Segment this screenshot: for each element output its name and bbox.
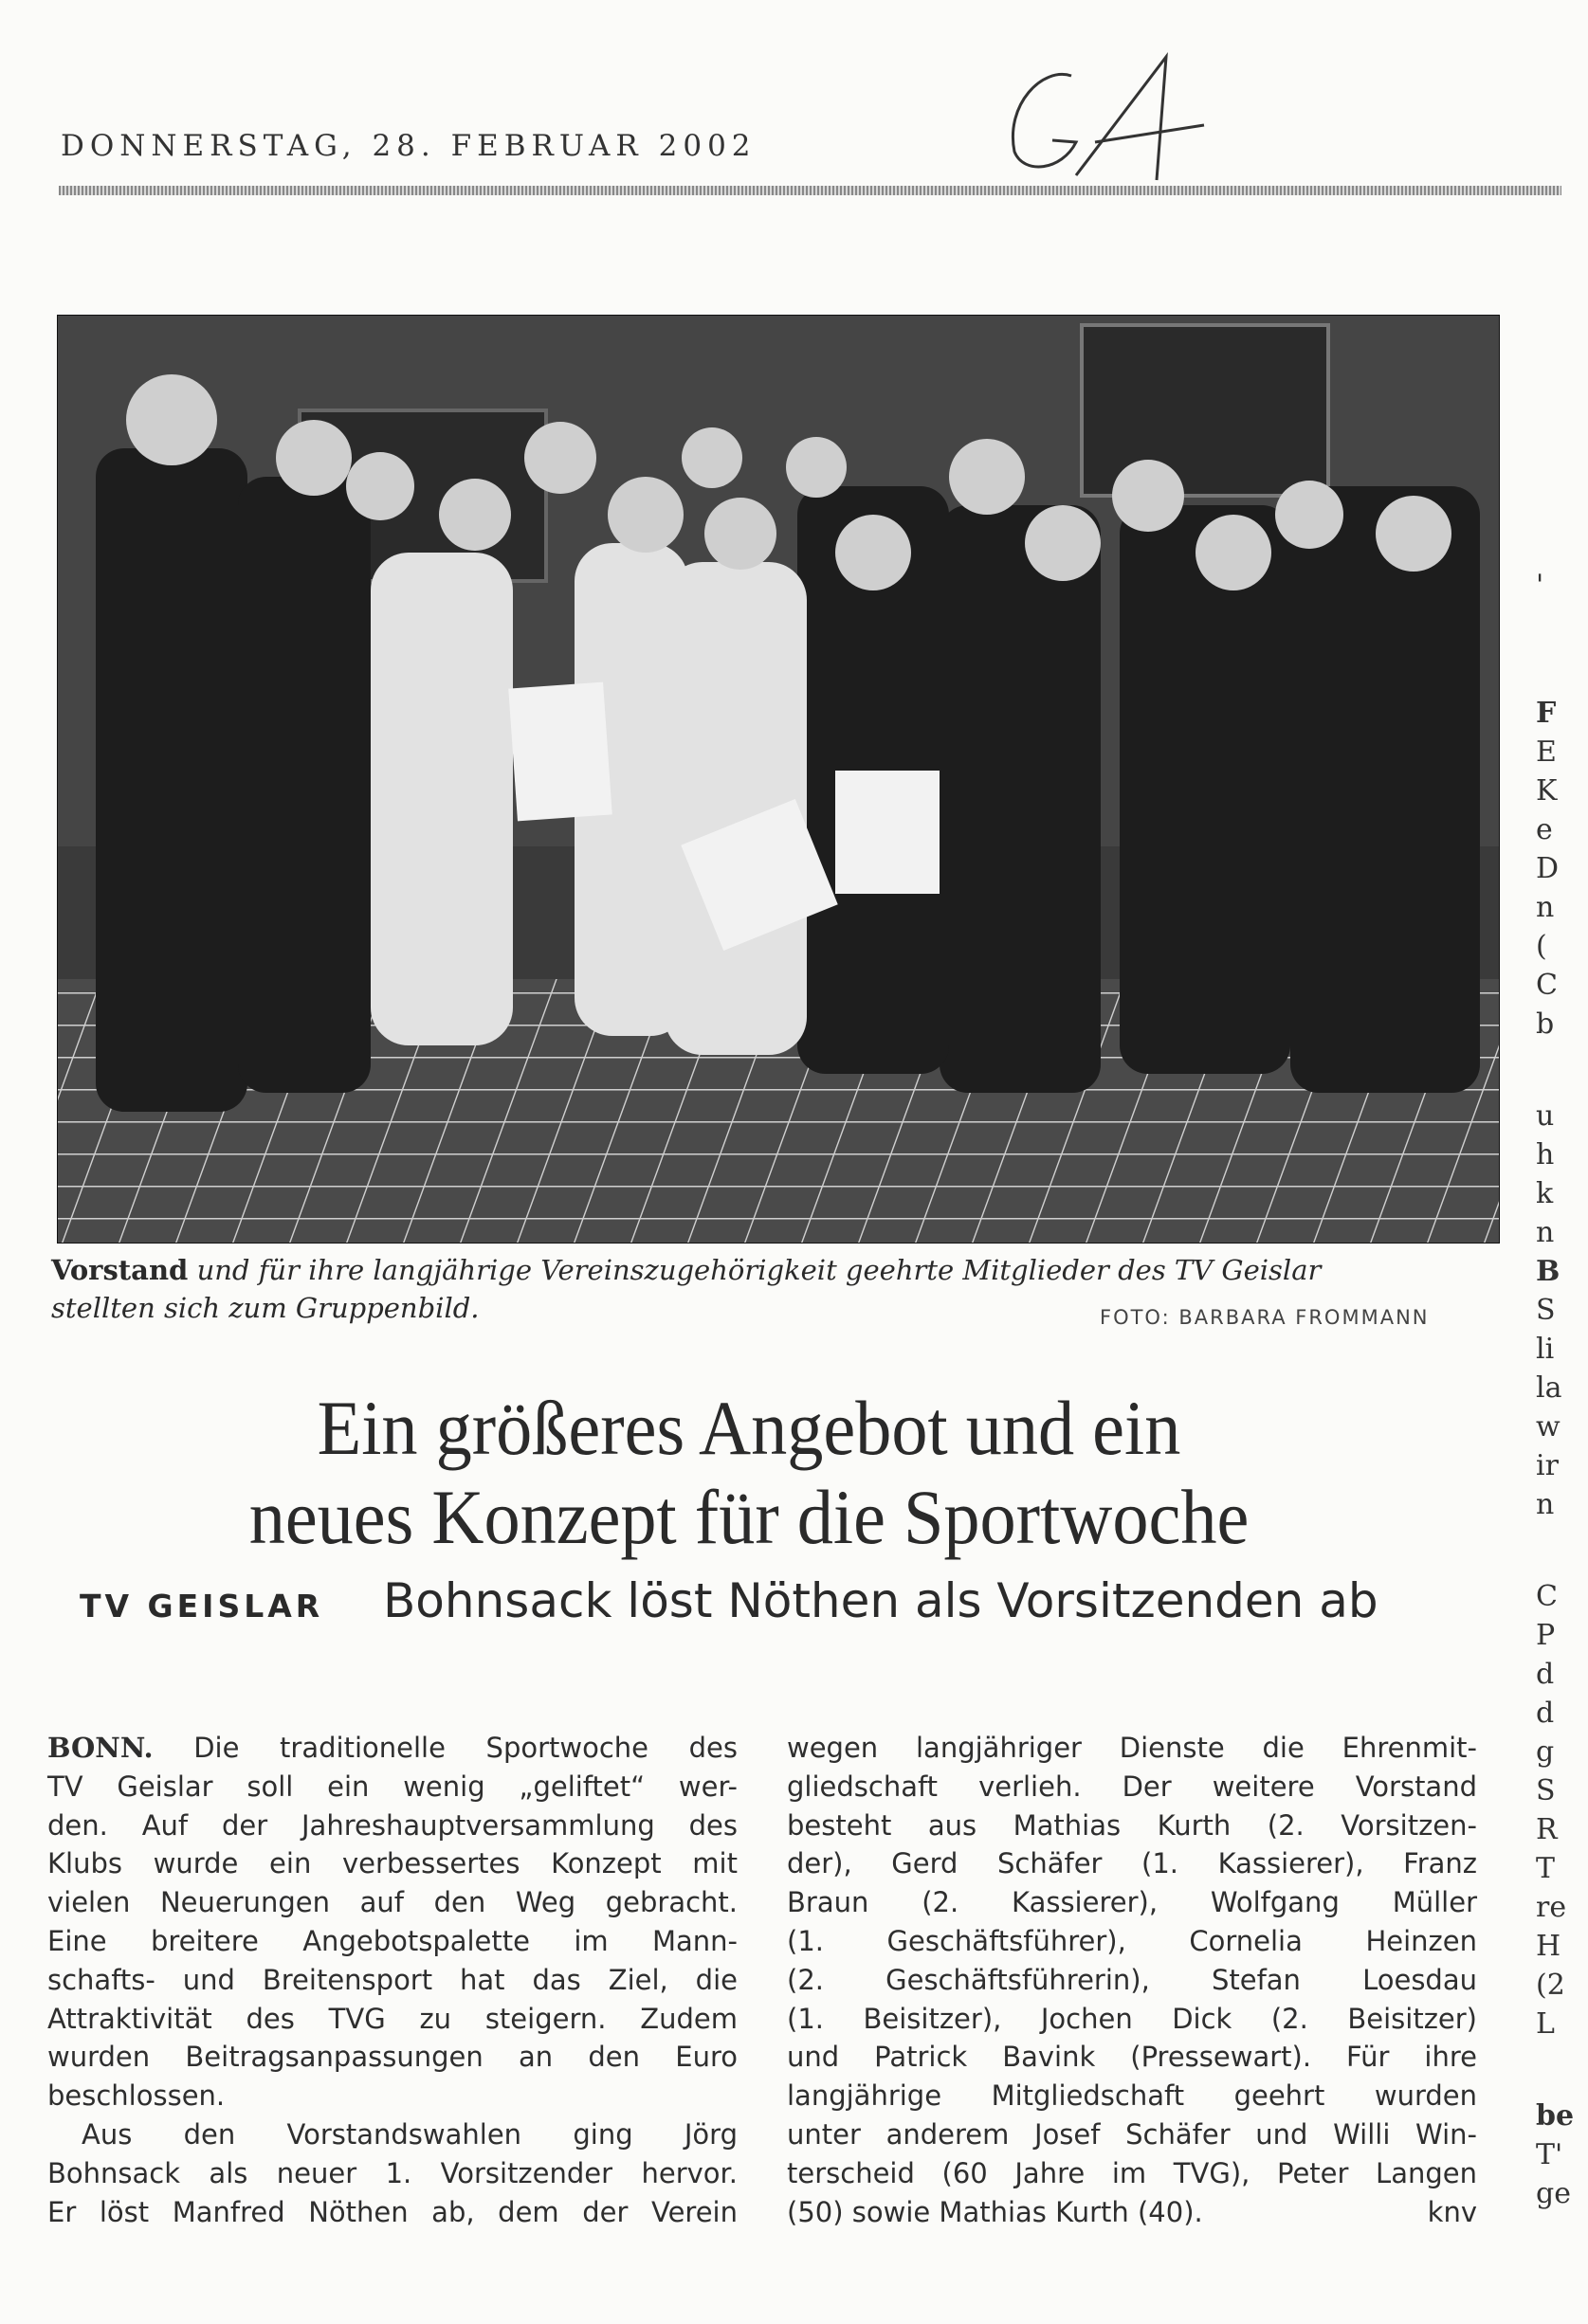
body-line: beschlossen.: [47, 2079, 226, 2113]
edge-fragment: L: [1536, 2007, 1555, 2041]
article-kicker: TV GEISLAR: [80, 1588, 324, 1625]
headline-line-1: Ein größeres Angebot und ein: [317, 1385, 1181, 1471]
edge-fragment: la: [1536, 1371, 1562, 1405]
edge-fragment: be: [1536, 2099, 1575, 2133]
body-line: Aus den Vorstandswahlen ging Jörg: [82, 2117, 738, 2151]
edge-fragment: F: [1536, 697, 1557, 730]
caption-text-line1: und für ihre langjährige Vereinszugehörigkeit geehrte Mitglieder des TV Geislar: [196, 1254, 1322, 1286]
body-line: (50) sowie Mathias Kurth (40). knv: [787, 2193, 1477, 2232]
ga-logo: [986, 47, 1270, 190]
article-column-2: [787, 1729, 1477, 2231]
headline-line-2: neues Konzept für die Sportwoche: [248, 1474, 1250, 1560]
edge-fragment: n: [1536, 891, 1555, 924]
edge-fragment: li: [1536, 1333, 1555, 1366]
body-line: wurden Beitragsanpassungen an den Euro: [47, 2041, 738, 2074]
caption-text-line2: stellten sich zum Gruppenbild.: [51, 1292, 480, 1324]
edge-fragment: S: [1536, 1774, 1556, 1807]
edge-fragment: ge: [1536, 2177, 1571, 2210]
article-dateline: BONN.: [47, 1732, 154, 1764]
edge-fragment: d: [1536, 1697, 1555, 1730]
edge-fragment: E: [1536, 735, 1557, 769]
edge-fragment: R: [1536, 1813, 1558, 1846]
edge-fragment: T': [1536, 2138, 1563, 2171]
article-headline: [105, 1384, 1393, 1562]
body-line: BONN. Die traditionelle Sportwoche des: [47, 1732, 738, 1764]
body-line: TV Geislar soll ein wenig „geliftet“ wer-: [47, 1770, 738, 1803]
body-line: wegen langjähriger Dienste die Ehrenmit-: [787, 1732, 1477, 1764]
edge-fragment: g: [1536, 1735, 1555, 1769]
edge-fragment: n: [1536, 1216, 1555, 1249]
edge-fragment: u: [1536, 1099, 1555, 1133]
article-column-1: [47, 1729, 738, 2231]
author-initials: knv: [1427, 2195, 1477, 2228]
edge-fragment: C: [1536, 1580, 1558, 1613]
edge-fragment: d: [1536, 1658, 1555, 1691]
masthead-rule: [59, 186, 1561, 195]
edge-fragment: (2: [1536, 1969, 1565, 2002]
edge-fragment: B: [1536, 1255, 1561, 1288]
body-line: Attraktivität des TVG zu steigern. Zudem: [47, 2002, 738, 2035]
caption-bold-lead: Vorstand: [51, 1254, 189, 1286]
edge-fragment: re: [1536, 1891, 1567, 1924]
edge-fragment: h: [1536, 1138, 1555, 1171]
body-line: schafts- und Breitensport hat das Ziel, die: [47, 1963, 738, 1996]
body-line: (1. Geschäftsführer), Cornelia Heinzen: [787, 1924, 1477, 1957]
body-line: unter anderem Josef Schäfer und Willi Win-: [787, 2117, 1477, 2151]
group-photo: [57, 315, 1500, 1244]
body-line: Klubs wurde ein verbessertes Konzept mit: [47, 1847, 738, 1880]
body-line: (2. Geschäftsführerin), Stefan Loesdau: [787, 1963, 1477, 1996]
edge-fragment: D: [1536, 852, 1560, 885]
body-line: terscheid (60 Jahre im TVG), Peter Langen: [787, 2156, 1477, 2189]
body-line: vielen Neuerungen auf den Weg gebracht.: [47, 1886, 738, 1919]
article-subhead: Bohnsack löst Nöthen als Vorsitzenden ab: [383, 1573, 1378, 1628]
edge-fragment: ir: [1536, 1449, 1559, 1482]
body-line: Bohnsack als neuer 1. Vorsitzender hervor.: [47, 2156, 738, 2189]
body-line: den. Auf der Jahreshauptversammlung des: [47, 1808, 738, 1842]
edge-fragment: (: [1536, 930, 1547, 963]
edge-fragment: S: [1536, 1294, 1556, 1327]
body-line: der), Gerd Schäfer (1. Kassierer), Franz: [787, 1847, 1477, 1880]
body-line: besteht aus Mathias Kurth (2. Vorsitzen-: [787, 1808, 1477, 1842]
body-line: Braun (2. Kassierer), Wolfgang Müller: [787, 1886, 1477, 1919]
issue-dateline: DONNERSTAG, 28. FEBRUAR 2002: [61, 129, 757, 163]
body-line: langjährige Mitgliedschaft geehrt wurden: [787, 2079, 1477, 2113]
edge-fragment: e: [1536, 813, 1553, 846]
edge-fragment: ': [1536, 569, 1544, 602]
edge-fragment: n: [1536, 1488, 1555, 1521]
body-line: gliedschaft verlieh. Der weitere Vorstand: [787, 1770, 1477, 1803]
photo-credit: FOTO: BARBARA FROMMANN: [1100, 1306, 1430, 1329]
edge-fragment: T: [1536, 1852, 1556, 1885]
cropped-adjacent-column: [1536, 0, 1588, 2324]
edge-fragment: k: [1536, 1177, 1554, 1210]
edge-fragment: w: [1536, 1410, 1561, 1443]
body-line: Eine breitere Angebotspalette im Mann-: [47, 1924, 738, 1957]
body-line: und Patrick Bavink (Pressewart). Für ihre: [787, 2041, 1477, 2074]
edge-fragment: C: [1536, 969, 1558, 1002]
edge-fragment: H: [1536, 1930, 1561, 1963]
body-line: (1. Beisitzer), Jochen Dick (2. Beisitzer): [787, 2002, 1477, 2035]
edge-fragment: b: [1536, 1008, 1555, 1041]
edge-fragment: P: [1536, 1619, 1556, 1652]
edge-fragment: K: [1536, 774, 1558, 808]
body-line: Er löst Manfred Nöthen ab, dem der Verein: [47, 2195, 738, 2228]
